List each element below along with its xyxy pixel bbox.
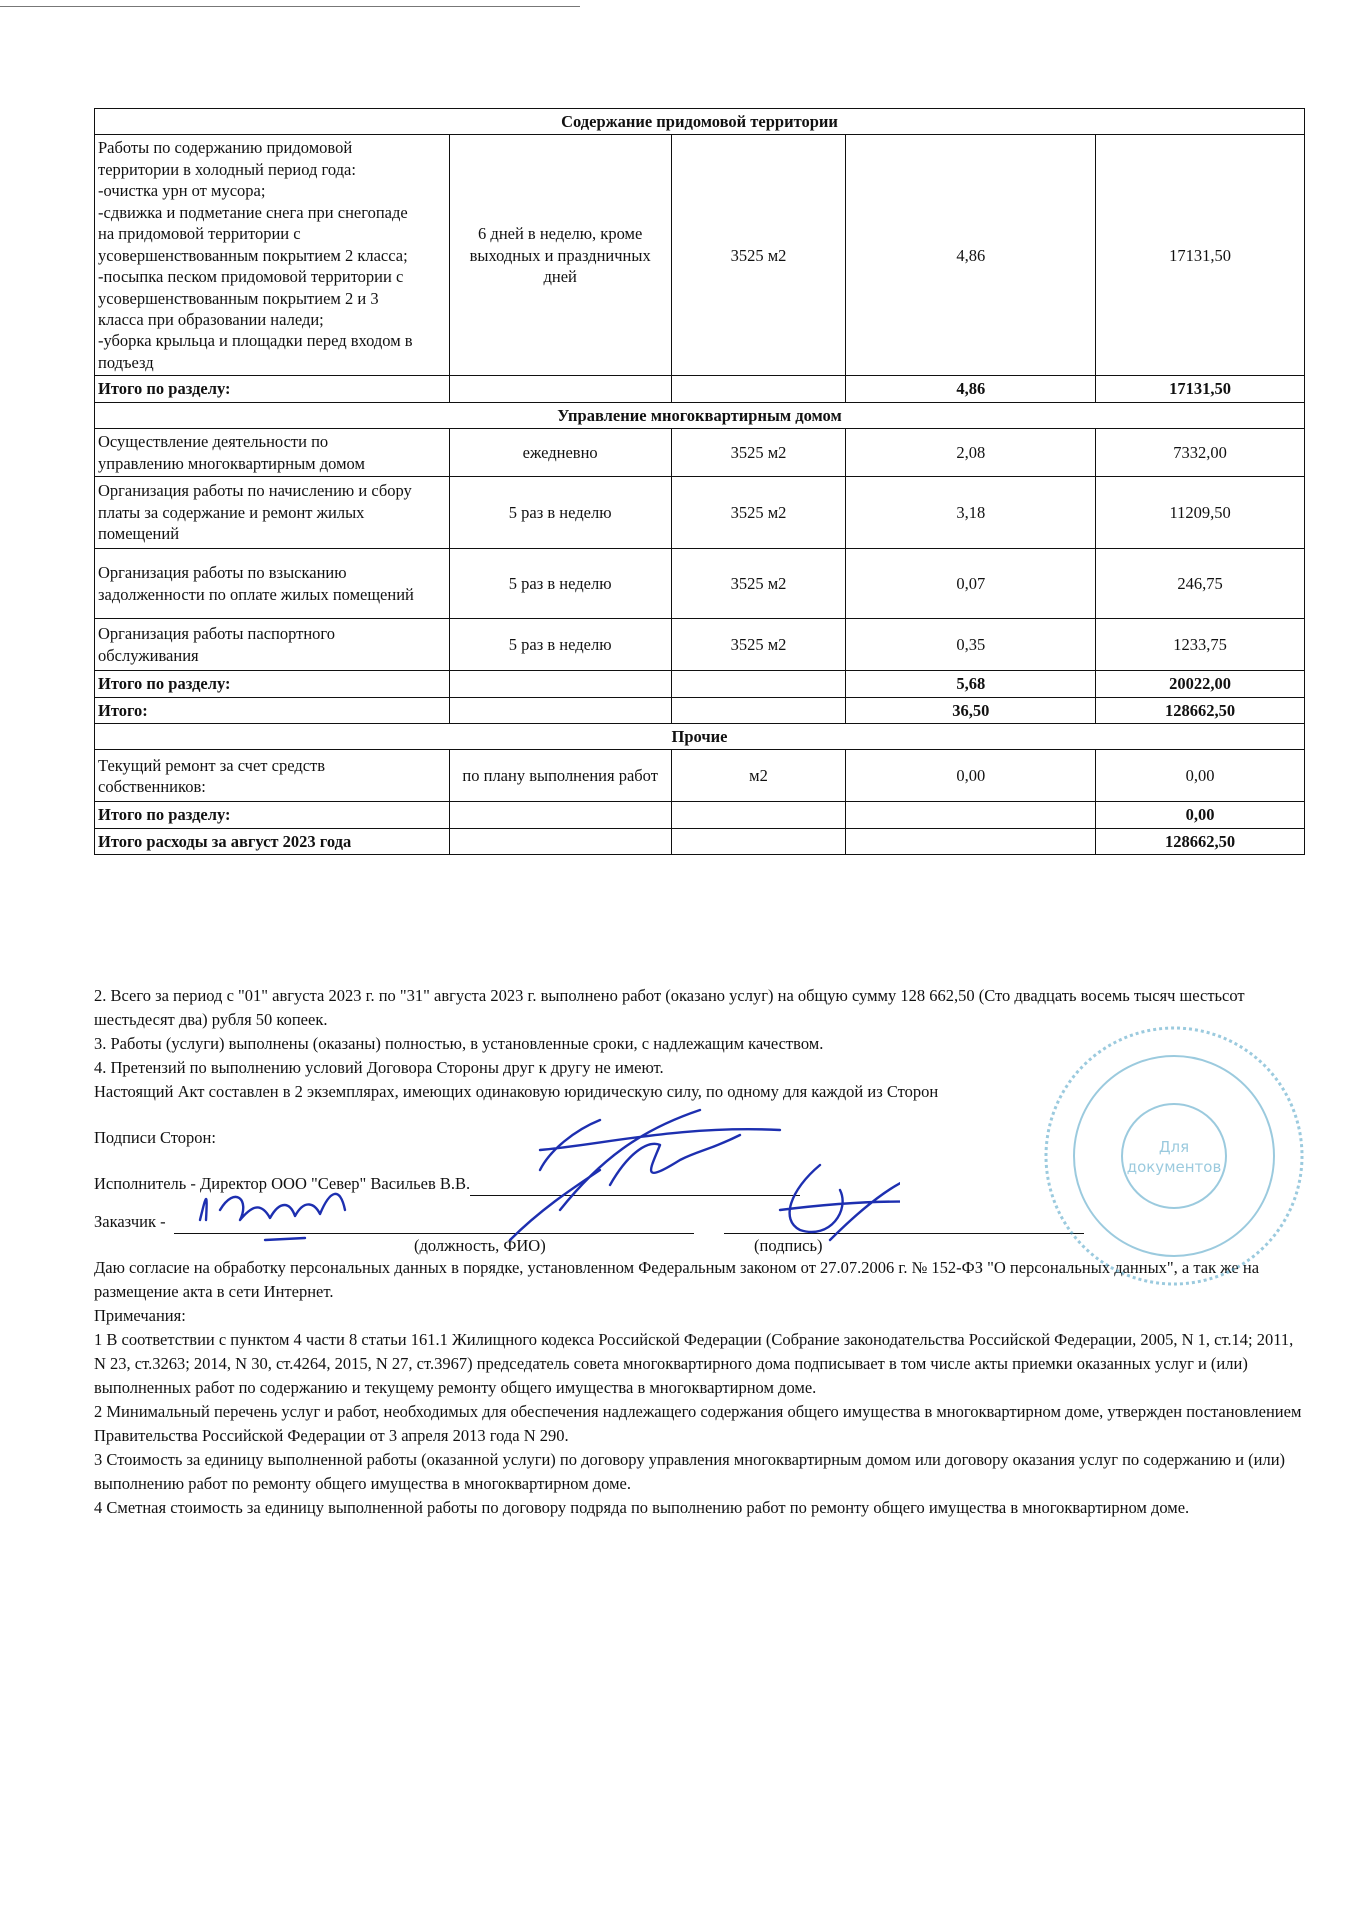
service-name: Организация работы по начислению и сбору платы за содержание и ремонт жилых помещений — [95, 477, 450, 549]
total-label: Итого по разделу: — [95, 802, 450, 828]
service-amount: 246,75 — [1096, 549, 1305, 619]
clause-3: 3. Работы (услуги) выполнены (оказаны) полностью, в установленные сроки, с надлежащим качеством. — [94, 1034, 824, 1053]
caption-position: (должность, ФИО) — [414, 1236, 546, 1255]
service-frequency: 5 раз в неделю — [449, 477, 671, 549]
clause-copies: Настоящий Акт составлен в 2 экземплярах, имеющих одинаковую юридическую силу, по одному для каждой из Сторон — [94, 1082, 939, 1101]
service-frequency: 5 раз в неделю — [449, 549, 671, 619]
service-frequency: 6 дней в неделю, кроме выходных и праздничных дней — [449, 135, 671, 376]
service-frequency: ежедневно — [449, 429, 671, 477]
service-amount: 0,00 — [1096, 750, 1305, 802]
table-row — [95, 429, 1305, 477]
service-name: Текущий ремонт за счет средств собственников: — [95, 750, 450, 802]
notes-title: Примечания: — [94, 1306, 186, 1325]
grand-total-rate: 36,50 — [846, 697, 1096, 723]
service-unit: 3525 м2 — [671, 429, 846, 477]
executor-signature-tail — [510, 1170, 600, 1240]
note-1: 1 В соответствии с пунктом 4 части 8 статьи 161.1 Жилищного кодекса Российской Федерации (Собрание законодательства Российской Федерации, 2005, N 1, ст.14; 2011, N 23, ст.3263; 2014, N 30, ст.4264, 2015, N 27, ст.3967) председатель совета многоквартирного дома подписывает в том числе акты приемки оказанных услуг и (или) выполненных работ по содержанию и текущему ремонту общего имущества в многоквартирном доме. — [94, 1330, 1294, 1397]
section-header-management — [95, 402, 1305, 428]
top-rule — [0, 6, 580, 7]
section-title: Управление многоквартирным домом — [95, 402, 1305, 428]
service-unit: 3525 м2 — [671, 477, 846, 549]
table-row — [95, 549, 1305, 619]
clause-2: 2. Всего за период с "01" августа 2023 г. по "31" августа 2023 г. выполнено работ (оказано услуг) на общую сумму 128 662,50 (Сто двадцать восемь тысяч шестьсот шестьдесят два) рубля 50 копеек. — [94, 986, 1245, 1029]
section-header-other — [95, 724, 1305, 750]
total-amount: 20022,00 — [1096, 671, 1305, 697]
customer-label: Заказчик - — [94, 1212, 166, 1231]
service-unit: 3525 м2 — [671, 135, 846, 376]
total-label: Итого по разделу: — [95, 376, 450, 402]
service-amount: 11209,50 — [1096, 477, 1305, 549]
note-4: 4 Сметная стоимость за единицу выполненной работы по договору подряда по выполнению работ по ремонту общего имущества в многоквартирном доме. — [94, 1498, 1190, 1517]
customer-handwriting-stroke — [200, 1194, 345, 1220]
expenses-label: Итого расходы за август 2023 года — [95, 828, 450, 854]
expenses-total-row — [95, 828, 1305, 854]
service-amount: 7332,00 — [1096, 429, 1305, 477]
svg-text:документов: документов — [1126, 1158, 1222, 1176]
service-name: Организация работы по взысканию задолженности по оплате жилых помещений — [95, 549, 450, 619]
handwritten-signatures — [180, 1090, 900, 1270]
service-rate: 3,18 — [846, 477, 1096, 549]
service-unit: 3525 м2 — [671, 619, 846, 671]
executor-signature-stroke — [540, 1110, 780, 1210]
service-unit: 3525 м2 — [671, 549, 846, 619]
service-rate: 4,86 — [846, 135, 1096, 376]
grand-total-label: Итого: — [95, 697, 450, 723]
service-name: Работы по содержанию придомовой территории в холодный период года: -очистка урн от мусора; -сдвижка и подметание снега при снегопаде на придомовой территории с усовершенствованным покрытием 2 класса; -посыпка песком придомовой территории с усовершенствованным покрытием 2 и 3 класса при образовании наледи; -уборка крыльца и площадки перед входом в подъезд — [95, 135, 450, 376]
service-amount: 17131,50 — [1096, 135, 1305, 376]
grand-total-amount: 128662,50 — [1096, 697, 1305, 723]
expenses-amount: 128662,50 — [1096, 828, 1305, 854]
section-total-row — [95, 802, 1305, 828]
total-label: Итого по разделу: — [95, 671, 450, 697]
note-3: 3 Стоимость за единицу выполненной работы (оказанной услуги) по договору управления многоквартирным домом или договору оказания услуг по содержанию и (или) выполнению работ по ремонту общего имущества в многоквартирном доме. — [94, 1450, 1286, 1493]
customer-handwriting-dash — [265, 1238, 305, 1240]
section-total-row — [95, 671, 1305, 697]
service-rate: 0,00 — [846, 750, 1096, 802]
service-unit: м2 — [671, 750, 846, 802]
table-row — [95, 750, 1305, 802]
total-amount: 0,00 — [1096, 802, 1305, 828]
executor-label: Исполнитель - Директор ООО "Север" Васильев В.В. — [94, 1174, 471, 1193]
stamp — [1038, 1020, 1310, 1292]
section-header-territory — [95, 109, 1305, 135]
service-rate: 0,07 — [846, 549, 1096, 619]
total-rate: 4,86 — [846, 376, 1096, 402]
service-name: Организация работы паспортного обслуживания — [95, 619, 450, 671]
service-frequency: 5 раз в неделю — [449, 619, 671, 671]
section-title: Содержание придомовой территории — [95, 109, 1305, 135]
section-title: Прочие — [95, 724, 1305, 750]
service-name: Осуществление деятельности по управлению многоквартирным домом — [95, 429, 450, 477]
section-total-row — [95, 376, 1305, 402]
consent-text: Даю согласие на обработку персональных данных в порядке, установленном Федеральным законом от 27.07.2006 г. № 152-ФЗ "О персональных данных", а так же на размещение акта в сети Интернет. — [94, 1258, 1260, 1301]
services-table — [94, 108, 1305, 855]
service-rate: 2,08 — [846, 429, 1096, 477]
service-frequency: по плану выполнения работ — [449, 750, 671, 802]
service-rate: 0,35 — [846, 619, 1096, 671]
svg-text:Для: Для — [1158, 1138, 1190, 1156]
grand-total-row — [95, 697, 1305, 723]
customer-signature-stroke — [780, 1165, 900, 1240]
table-row — [95, 477, 1305, 549]
signatures-title: Подписи Сторон: — [94, 1128, 216, 1147]
service-amount: 1233,75 — [1096, 619, 1305, 671]
note-2: 2 Минимальный перечень услуг и работ, необходимых для обеспечения надлежащего содержания общего имущества в многоквартирном доме, утвержден постановлением Правительства Российской Федерации от 3 апреля 2013 года N 290. — [94, 1402, 1302, 1445]
table-row — [95, 619, 1305, 671]
clause-4: 4. Претензий по выполнению условий Договора Стороны друг к другу не имеют. — [94, 1058, 664, 1077]
table-row — [95, 135, 1305, 376]
caption-signature: (подпись) — [754, 1236, 823, 1255]
total-rate: 5,68 — [846, 671, 1096, 697]
total-amount: 17131,50 — [1096, 376, 1305, 402]
